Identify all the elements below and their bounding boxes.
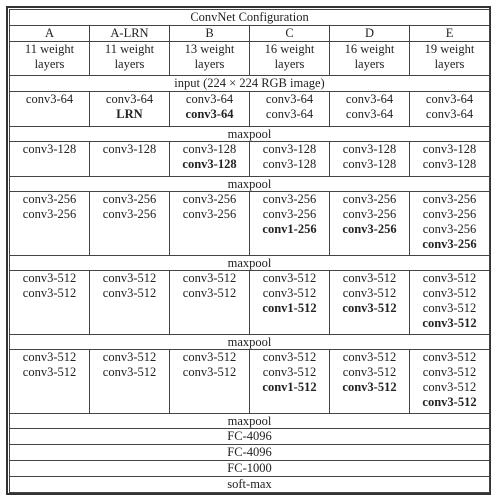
layer-entry: conv3-64 <box>185 92 234 106</box>
layer-group-3 <box>10 192 490 256</box>
layer-entry: conv3-64 <box>345 107 394 121</box>
softmax-row: soft-max <box>10 477 490 493</box>
layer-entry: conv3-512 <box>262 350 317 364</box>
layer-entry: conv3-64 <box>25 92 74 106</box>
layer-entry: conv3-64 <box>265 107 314 121</box>
layer-entry: conv3-512 <box>342 271 397 285</box>
layer-entry: conv3-64 <box>105 92 154 106</box>
layer-cell <box>250 142 330 177</box>
maxpool-row: maxpool <box>10 414 490 429</box>
layer-cell <box>10 192 90 256</box>
layer-entry: conv3-64 <box>265 92 314 106</box>
layer-entry: conv3-512 <box>102 365 157 379</box>
layer-cell <box>90 142 170 177</box>
layer-entry: conv3-128 <box>342 157 397 171</box>
layer-cell <box>170 271 250 335</box>
layer-entry: conv3-512 <box>262 286 317 300</box>
fc-row-3: FC-1000 <box>10 461 490 477</box>
layer-entry: conv3-512 <box>422 365 477 379</box>
layer-entry: conv3-256 <box>262 192 317 206</box>
layer-entry: conv3-512 <box>422 271 477 285</box>
layer-entry: conv3-64 <box>345 92 394 106</box>
depth-label-a-lrn: 11 weight layers <box>90 42 170 76</box>
input-row: input (224 × 224 RGB image) <box>10 76 490 92</box>
layer-entry: conv3-512 <box>22 365 77 379</box>
layer-entry: conv3-512 <box>182 365 237 379</box>
layer-entry: conv3-512 <box>342 286 397 300</box>
depth-label-c: 16 weight layers <box>250 42 330 76</box>
layer-cell <box>170 92 250 127</box>
layer-cell <box>330 271 410 335</box>
layer-cell <box>410 271 490 335</box>
layer-cell <box>10 92 90 127</box>
layer-cell <box>250 92 330 127</box>
layer-cell <box>410 192 490 256</box>
layer-entry: conv3-128 <box>22 142 77 156</box>
layer-cell <box>170 350 250 414</box>
column-header-e: E <box>410 26 490 42</box>
layer-cell <box>90 92 170 127</box>
depth-label-e: 19 weight layers <box>410 42 490 76</box>
column-header-a: A <box>10 26 90 42</box>
maxpool-row: maxpool <box>10 177 490 192</box>
maxpool-row: maxpool <box>10 335 490 350</box>
layer-group-2 <box>10 142 490 177</box>
layer-entry: conv3-512 <box>342 365 397 379</box>
layer-entry: conv3-256 <box>182 207 237 221</box>
table-title: ConvNet Configuration <box>10 10 490 26</box>
layer-entry: conv3-512 <box>182 271 237 285</box>
fc-row-1: FC-4096 <box>10 429 490 445</box>
layer-cell <box>330 92 410 127</box>
layer-cell <box>10 350 90 414</box>
column-header-a-lrn: A-LRN <box>90 26 170 42</box>
layer-entry: conv3-512 <box>422 350 477 364</box>
layer-cell <box>410 92 490 127</box>
layer-entry: conv3-512 <box>422 286 477 300</box>
layer-entry: conv3-512 <box>22 350 77 364</box>
layer-entry: LRN <box>116 107 143 121</box>
layer-entry: conv3-512 <box>342 301 397 315</box>
layer-cell <box>10 142 90 177</box>
layer-entry: conv3-512 <box>342 380 397 394</box>
layer-entry: conv3-512 <box>22 286 77 300</box>
depth-label-a: 11 weight layers <box>10 42 90 76</box>
layer-cell <box>170 142 250 177</box>
layer-entry: conv3-512 <box>262 365 317 379</box>
convnet-config-table <box>9 9 490 493</box>
maxpool-row: maxpool <box>10 127 490 142</box>
layer-entry: conv3-512 <box>422 301 477 315</box>
layer-entry: conv3-128 <box>262 157 317 171</box>
fc-row-2: FC-4096 <box>10 445 490 461</box>
layer-entry: conv3-128 <box>342 142 397 156</box>
layer-cell <box>250 271 330 335</box>
layer-entry: conv3-128 <box>182 142 237 156</box>
layer-entry: conv3-256 <box>342 192 397 206</box>
column-header-c: C <box>250 26 330 42</box>
layer-cell <box>410 350 490 414</box>
layer-group-5 <box>10 350 490 414</box>
layer-entry: conv3-512 <box>102 350 157 364</box>
layer-cell <box>90 271 170 335</box>
layer-entry: conv3-256 <box>102 192 157 206</box>
layer-entry: conv3-256 <box>22 192 77 206</box>
layer-cell <box>250 350 330 414</box>
layer-entry: conv3-512 <box>422 380 477 394</box>
layer-entry: conv3-512 <box>342 350 397 364</box>
layer-entry: conv3-256 <box>422 237 477 251</box>
layer-entry: conv3-512 <box>262 271 317 285</box>
layer-cell <box>330 192 410 256</box>
layer-entry: conv3-512 <box>102 286 157 300</box>
layer-entry: conv3-256 <box>422 207 477 221</box>
layer-entry: conv3-256 <box>22 207 77 221</box>
layer-cell <box>90 350 170 414</box>
layer-cell <box>410 142 490 177</box>
layer-entry: conv3-256 <box>422 222 477 236</box>
layer-entry: conv3-128 <box>422 157 477 171</box>
layer-entry: conv3-128 <box>182 157 237 171</box>
layer-entry: conv3-128 <box>422 142 477 156</box>
depth-label-d: 16 weight layers <box>330 42 410 76</box>
layer-group-4 <box>10 271 490 335</box>
column-header-b: B <box>170 26 250 42</box>
layer-entry: conv3-128 <box>262 142 317 156</box>
layer-cell <box>330 350 410 414</box>
layer-entry: conv3-512 <box>182 350 237 364</box>
layer-cell <box>10 271 90 335</box>
layer-entry: conv3-64 <box>425 107 474 121</box>
layer-entry: conv1-512 <box>262 301 317 315</box>
layer-entry: conv3-64 <box>425 92 474 106</box>
layer-entry: conv3-256 <box>262 207 317 221</box>
layer-entry: conv3-256 <box>422 192 477 206</box>
layer-entry: conv3-256 <box>342 222 397 236</box>
layer-entry: conv1-256 <box>262 222 317 236</box>
layer-cell <box>90 192 170 256</box>
layer-entry: conv3-256 <box>182 192 237 206</box>
layer-group-1 <box>10 92 490 127</box>
layer-entry: conv3-512 <box>422 316 477 330</box>
depth-label-b: 13 weight layers <box>170 42 250 76</box>
layer-entry: conv3-64 <box>185 107 234 121</box>
maxpool-row: maxpool <box>10 256 490 271</box>
layer-cell <box>170 192 250 256</box>
column-header-d: D <box>330 26 410 42</box>
layer-entry: conv3-512 <box>102 271 157 285</box>
layer-entry: conv3-512 <box>422 395 477 409</box>
layer-entry: conv3-128 <box>102 142 157 156</box>
layer-entry: conv3-512 <box>182 286 237 300</box>
layer-entry: conv1-512 <box>262 380 317 394</box>
layer-entry: conv3-256 <box>342 207 397 221</box>
layer-cell <box>250 192 330 256</box>
layer-entry: conv3-512 <box>22 271 77 285</box>
layer-cell <box>330 142 410 177</box>
layer-entry: conv3-256 <box>102 207 157 221</box>
